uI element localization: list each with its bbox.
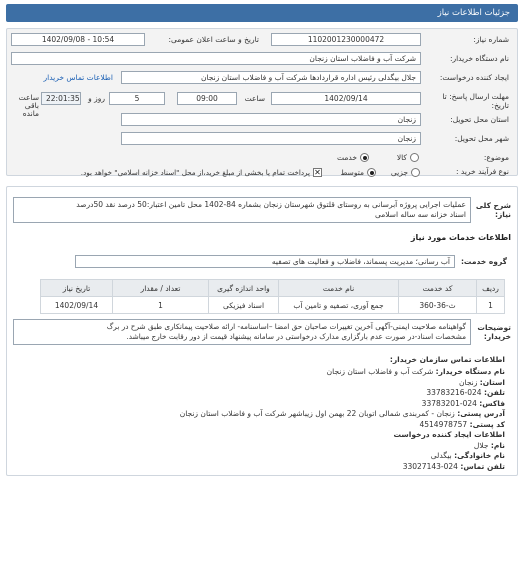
buyer-field: شرکت آب و فاضلاب استان زنجان (11, 52, 421, 65)
services-title: اطلاعات خدمات مورد نیاز (410, 233, 511, 242)
table-row (41, 297, 505, 314)
announce-label: تاریخ و ساعت اعلان عمومی: (168, 35, 259, 44)
contact-line (474, 441, 505, 450)
contact-line-value: 4514978757 (419, 419, 470, 429)
province-label: استان محل تحویل: (450, 115, 509, 124)
payment-note: پرداخت تمام یا بخشی از مبلغ خرید،از محل "اسناد خزانه اسلامی" خواهد بود. (80, 168, 310, 177)
buyer-notes-label: توضیحات خریدار: (477, 323, 511, 341)
remaining-label: ساعت باقی مانده (18, 93, 39, 118)
buyer-contact-link[interactable]: اطلاعات تماس خریدار (43, 73, 113, 82)
contact-line-value: 024-33027143 (402, 461, 461, 471)
payment-checkbox[interactable]: ✕ (314, 168, 321, 177)
contact-line (180, 409, 505, 418)
cell-need-date: 1402/09/14 (41, 297, 113, 314)
buyer-notes-line-2: مشخصات اسناد-در صورت عدم بارگزاری مدارک درخواستی در سامانه پیشنهاد قیمت از دور رقابت خارج میباشد. (126, 332, 466, 341)
contact-line-label: اطلاعات ایجاد کننده درخواست (393, 430, 505, 439)
contact-line-label: استان: (479, 377, 505, 387)
description-line-2: اسناد خزانه سه ساله اسلامی (374, 210, 466, 219)
need-details-panel (6, 28, 518, 176)
buyer-notes-line-1: گواهینامه صلاحیت ایمنی-آگهی آخرین تغییرات صاحبان حق امضا –اساسنامه- ارائه صلاحیت پیمانکاری طبق شرح در برگ (106, 322, 466, 331)
contact-line (403, 462, 505, 471)
page-header (6, 4, 518, 22)
category-radio-goods[interactable] (410, 153, 419, 162)
contact-line-label: کد پستی: (469, 419, 505, 429)
days-field: 5 (109, 92, 165, 105)
contact-line-value: 024-33783201 (421, 398, 480, 408)
contact-line-value: 024-33783216 (426, 388, 484, 397)
description-panel (6, 186, 518, 476)
cell-row: 1 (477, 297, 505, 314)
category-label: موضوع: (483, 153, 509, 162)
province-field: زنجان (121, 113, 421, 126)
contact-line-value: بیگدلی (430, 451, 455, 460)
contact-line (422, 399, 505, 408)
cell-service-code: ث-36-360 (399, 297, 477, 314)
announce-field: 1402/09/08 - 10:54 (11, 33, 145, 46)
contact-line-label: فاکس: (479, 398, 505, 408)
creator-field: جلال بیگدلی رئیس اداره قراردادها شرکت آب و فاضلاب استان زنجان (121, 71, 421, 84)
contact-line (327, 367, 505, 376)
contact-line-value: جلال (473, 440, 491, 450)
category-option-goods: کالا (396, 153, 407, 162)
deadline-label: مهلت ارسال پاسخ: تا تاریخ: (442, 92, 509, 110)
col-service-code: کد خدمت (399, 280, 477, 297)
service-group-label: گروه خدمت: (460, 257, 507, 266)
contact-title: اطلاعات تماس سازمان خریدار: (389, 355, 505, 364)
category-radio-service[interactable] (360, 153, 369, 162)
contact-line (459, 378, 505, 387)
deadline-date-field: 1402/09/14 (271, 92, 421, 105)
contact-line-value: زنجان - کمربندی شمالی اتوبان 22 بهمن اول زیباشهر شرکت آب و فاضلاب استان زنجان (179, 409, 458, 418)
creator-label: ایجاد کننده درخواست: (439, 73, 509, 82)
contact-line-label: نام: (490, 440, 505, 450)
time-label: ساعت (244, 94, 265, 103)
contact-line (393, 430, 505, 439)
services-table (40, 279, 505, 314)
col-service-name: نام خدمت (279, 280, 399, 297)
process-radio-minor[interactable] (411, 168, 420, 177)
page-title: جزئیات اطلاعات نیاز (437, 8, 510, 18)
service-group-field: آب رسانی؛ مدیریت پسماند، فاضلاب و فعالیت های تصفیه (75, 255, 455, 268)
city-label: شهر محل تحویل: (454, 134, 509, 143)
remaining-time-field: 22:01:35 (41, 92, 81, 105)
description-line-1: عملیات اجرایی پروژه آبرسانی به روستای قلتوق شهرستان زنجان بشماره 84-1402 محل تامین اعتبار:50 درصد نقد 50درصد (76, 200, 466, 209)
process-label: نوع فرآیند خرید : (455, 167, 509, 176)
cell-unit: اسناد فیزیکی (209, 297, 279, 314)
contact-line (431, 451, 505, 460)
col-quantity: تعداد / مقدار (113, 280, 209, 297)
contact-line-value: شرکت آب و فاضلاب استان زنجان (326, 367, 436, 376)
col-need-date: تاریخ نیاز (41, 280, 113, 297)
cell-quantity: 1 (113, 297, 209, 314)
contact-line-label: نام خانوادگی: (454, 451, 505, 460)
contact-line-label: تلفن: (483, 388, 505, 397)
city-field: زنجان (121, 132, 421, 145)
need-number-label: شماره نیاز: (473, 35, 509, 44)
deadline-time-field: 09:00 (177, 92, 237, 105)
col-unit: واحد اندازه گیری (209, 280, 279, 297)
description-label: شرح کلی نیاز: (475, 201, 511, 219)
days-label: روز و (88, 94, 105, 103)
contact-line (426, 388, 505, 397)
contact-line-label: نام دستگاه خریدار: (435, 367, 505, 376)
cell-service-name: جمع آوری، تصفیه و تامین آب (279, 297, 399, 314)
contact-line (419, 420, 505, 429)
description-box (13, 197, 471, 223)
process-option-medium: متوسط (340, 168, 364, 177)
need-number-field: 1102001230000472 (271, 33, 421, 46)
col-row: ردیف (477, 280, 505, 297)
buyer-label: نام دستگاه خریدار: (449, 54, 509, 63)
table-header-row (41, 280, 505, 297)
process-row (6, 166, 518, 180)
process-option-minor: جزیی (390, 168, 408, 177)
contact-line-label: آدرس پستی: (457, 409, 505, 418)
contact-line-value: زنجان (459, 377, 480, 387)
buyer-notes-box (13, 319, 471, 345)
category-option-service: خدمت (337, 153, 357, 162)
process-radio-medium[interactable] (367, 168, 376, 177)
contact-line-label: تلفن تماس: (460, 461, 505, 471)
